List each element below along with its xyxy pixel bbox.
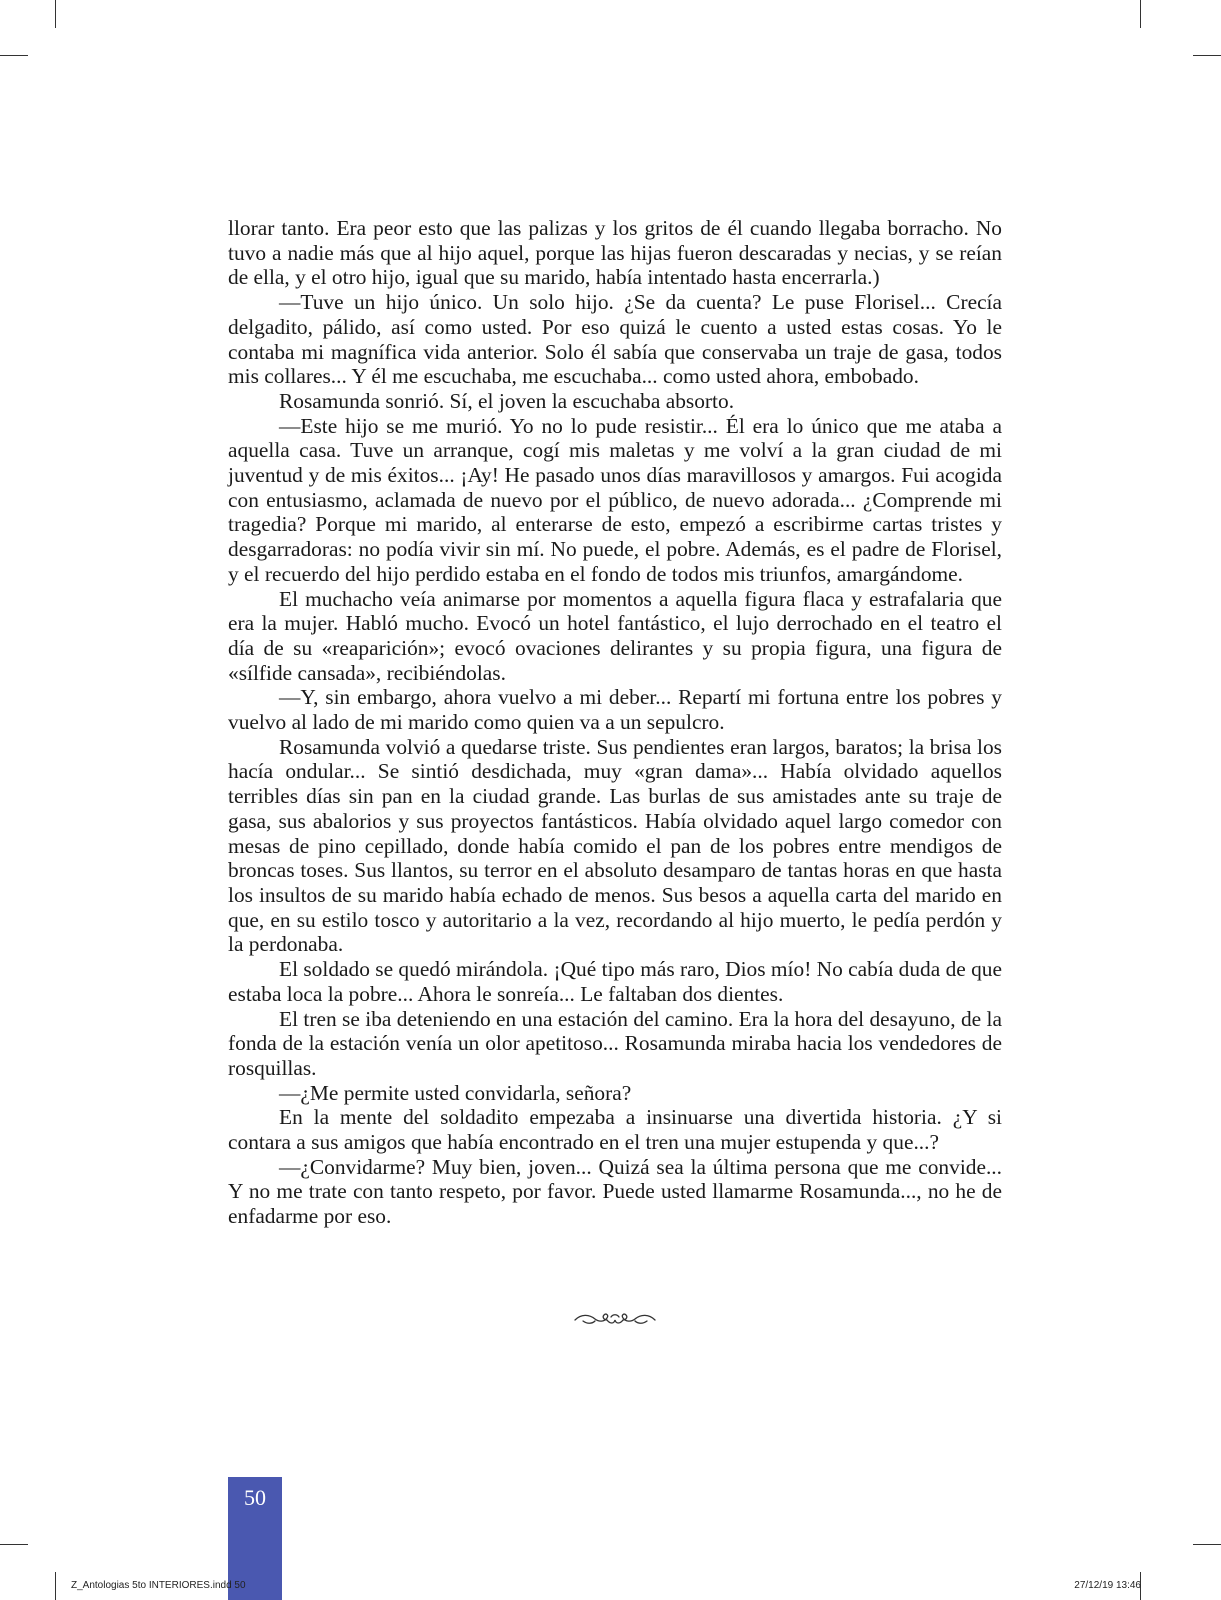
paragraph: El muchacho veía animarse por momentos a aquella figura flaca y estrafalaria que era la mujer. Habló mucho. Evocó un hotel fantástico, el lujo derrochado en el teatro el día de su «reaparición»; evocó ovaciones delirantes y su propia figura, una figura de «sílfide cansada», recibiéndolas. bbox=[228, 586, 1002, 685]
paragraph: El soldado se quedó mirándola. ¡Qué tipo más raro, Dios mío! No cabía duda de que estaba loca la pobre... Ahora le sonreía... Le faltaban dos dientes. bbox=[228, 957, 1002, 1006]
crop-mark bbox=[0, 55, 28, 56]
paragraph: En la mente del soldadito empezaba a insinuarse una divertida historia. ¿Y si contara a sus amigos que había encontrado en el tren una mujer estupenda y que...? bbox=[228, 1105, 1002, 1155]
crop-mark bbox=[55, 1572, 56, 1600]
crop-mark bbox=[1193, 1544, 1221, 1545]
body-text bbox=[228, 216, 1002, 1229]
paragraph: —¿Convidarme? Muy bien, joven... Quizá sea la última persona que me convide... Y no me trate con tanto respeto, por favor. Puede usted llamarme Rosamunda..., no he de enfadarme por eso. bbox=[228, 1154, 1002, 1229]
crop-mark bbox=[1193, 55, 1221, 56]
flourish-ornament-icon bbox=[573, 1309, 657, 1329]
crop-mark bbox=[55, 0, 56, 28]
paragraph: —¿Me permite usted convidarla, señora? bbox=[279, 1080, 632, 1105]
crop-mark bbox=[1140, 0, 1141, 28]
crop-mark bbox=[0, 1544, 28, 1545]
paragraph: Rosamunda sonrió. Sí, el joven la escuchaba absorto. bbox=[279, 388, 735, 413]
paragraph: —Y, sin embargo, ahora vuelvo a mi deber... Repartí mi fortuna entre los pobres y vuelvo al lado de mi marido como quien va a un sepulcro. bbox=[228, 685, 1002, 735]
page-number: 50 bbox=[244, 1485, 266, 1510]
slug-filename: Z_Antologias 5to INTERIORES.indd 50 bbox=[71, 1580, 246, 1591]
slug-timestamp: 27/12/19 13:46 bbox=[1074, 1580, 1141, 1591]
paragraph: —Este hijo se me murió. Yo no lo pude resistir... Él era lo único que me ataba a aquella casa. Tuve un arranque, cogí mis maletas y me volví a la gran ciudad de mi juventud y de mis éxitos... ¡Ay! He pasado unos días maravillosos y amargos. Fui acogida con entusiasmo, aclamada de nuevo por el público, de nuevo adorada... ¿Comprende mi tragedia? Porque mi marido, al enterarse de esto, empezó a escribirme cartas tristes y desgarradoras: no podía vivir sin mí. No puede, el pobre. Además, es el padre de Florisel, y el recuerdo del hijo perdido estaba en el fondo de todos mis triunfos, amargándome. bbox=[228, 413, 1002, 586]
paragraph: El tren se iba deteniendo en una estación del camino. Era la hora del desayuno, de la fonda de la estación venía un olor apetitoso... Rosamunda miraba hacia los vendedores de rosquillas. bbox=[228, 1006, 1002, 1080]
paragraph: Rosamunda volvió a quedarse triste. Sus pendientes eran largos, baratos; la brisa los hacía ondular... Se sintió desdichada, muy «gran dama»... Había olvidado aquellos terribles días sin pan en la ciudad grande. Las burlas de sus amistades ante su traje de gasa, sus abalorios y sus proyectos fantásticos. Había olvidado aquel largo comedor con mesas de pino cepillado, donde había comido el pan de los pobres entre mendigos de broncas toses. Sus llantos, su terror en el absoluto desamparo de tantas horas en que hasta los insultos de su marido había echado de menos. Sus besos a aquella carta del marido en que, en su estilo tosco y autoritario a la vez, recordando al hijo muerto, le pedía perdón y la perdonaba. bbox=[228, 734, 1002, 957]
paragraph: —Tuve un hijo único. Un solo hijo. ¿Se da cuenta? Le puse Florisel... Crecía delgadito, pálido, así como usted. Por eso quizá le cuento a usted estas cosas. Yo le contaba mi magnífica vida anterior. Solo él sabía que conservaba un traje de gasa, todos mis collares... Y él me escuchaba, me escuchaba... como usted ahora, embobado. bbox=[228, 290, 1002, 389]
paragraph: llorar tanto. Era peor esto que las palizas y los gritos de él cuando llegaba borracho. No tuvo a nadie más que al hijo aquel, porque las hijas fueron descaradas y necias, y se reían de ella, y el otro hijo, igual que su marido, había intentado hasta encerrarla.) bbox=[228, 216, 1002, 290]
